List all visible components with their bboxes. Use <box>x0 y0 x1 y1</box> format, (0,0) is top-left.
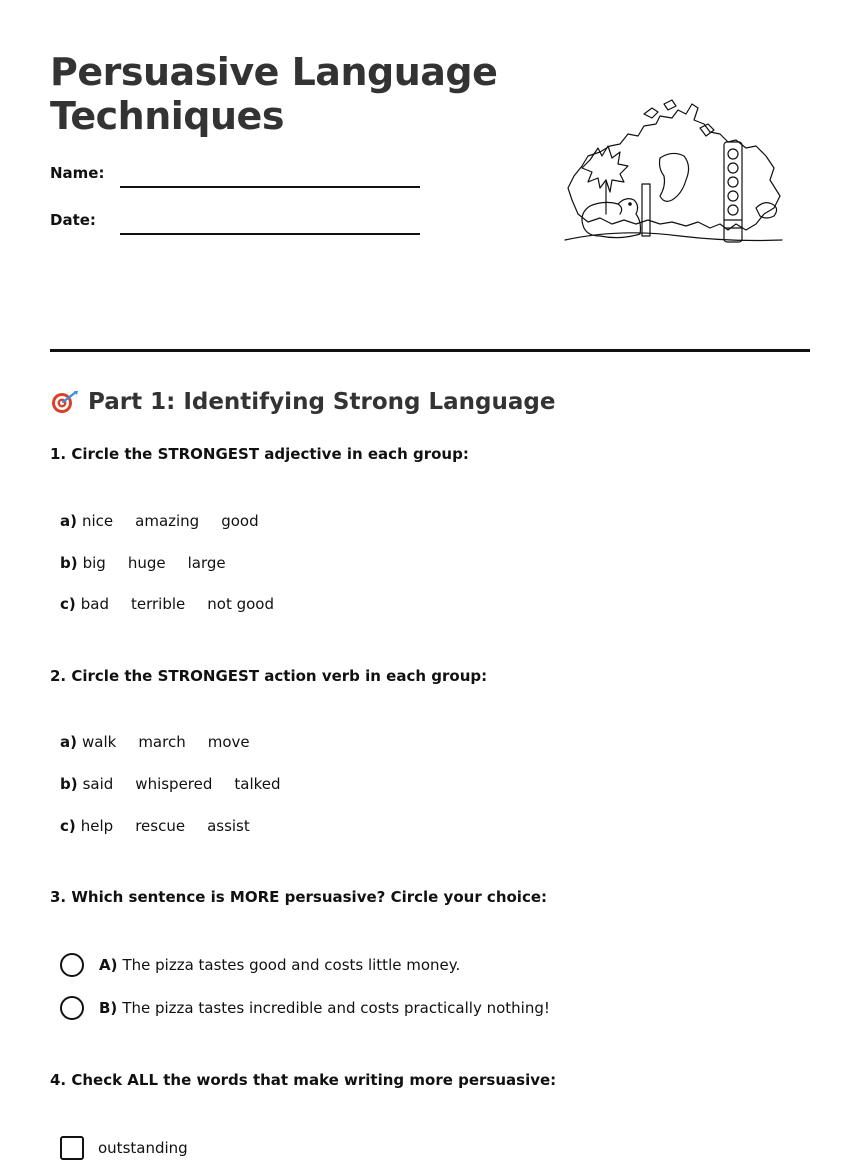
option-letter: A) <box>99 956 118 974</box>
group-letter: b) <box>60 554 78 572</box>
word-option[interactable]: big <box>82 554 106 572</box>
question-2: 2. Circle the STRONGEST action verb in each group: <box>50 667 488 685</box>
word-option[interactable]: walk <box>81 733 117 751</box>
section-divider <box>50 349 810 352</box>
radio-button[interactable] <box>60 953 84 977</box>
question-1: 1. Circle the STRONGEST adjective in each group: <box>50 445 469 463</box>
option-text: The pizza tastes good and costs little money. <box>122 956 461 974</box>
checkbox[interactable] <box>60 1136 84 1160</box>
name-line[interactable] <box>120 186 420 188</box>
date-line[interactable] <box>120 233 420 235</box>
word-option[interactable]: huge <box>127 554 166 572</box>
question-3: 3. Which sentence is MORE persuasive? Circle your choice: <box>50 888 548 906</box>
date-label: Date: <box>50 211 96 229</box>
q2-group-c <box>60 817 250 835</box>
part1-heading <box>50 389 555 415</box>
q1-group-b <box>60 554 226 572</box>
group-letter: c) <box>60 817 76 835</box>
word-option[interactable]: large <box>187 554 226 572</box>
word-option[interactable]: move <box>207 733 250 751</box>
word-option[interactable]: talked <box>234 775 281 793</box>
q2-group-a <box>60 733 250 751</box>
word-option[interactable]: amazing <box>135 512 200 530</box>
word-option[interactable]: assist <box>207 817 250 835</box>
word-option[interactable]: nice <box>81 512 114 530</box>
question-4: 4. Check ALL the words that make writing more persuasive: <box>50 1071 557 1089</box>
q2-group-b <box>60 775 281 793</box>
word-option[interactable]: help <box>80 817 114 835</box>
q1-group-a <box>60 512 259 530</box>
name-label: Name: <box>50 164 105 182</box>
group-letter: a) <box>60 733 77 751</box>
group-letter: b) <box>60 775 78 793</box>
option-text: The pizza tastes incredible and costs practically nothing! <box>122 999 550 1017</box>
option-letter: B) <box>99 999 118 1017</box>
q3-option-b[interactable] <box>60 996 550 1020</box>
word-option[interactable]: terrible <box>131 595 186 613</box>
word-option[interactable]: bad <box>80 595 109 613</box>
word-option[interactable]: rescue <box>135 817 186 835</box>
q1-group-c <box>60 595 274 613</box>
name-field-row <box>50 164 420 182</box>
target-dart-icon <box>50 389 80 415</box>
group-letter: a) <box>60 512 77 530</box>
date-field-row <box>50 211 420 229</box>
page-title: Persuasive Language Techniques <box>50 50 498 138</box>
q4-item-outstanding[interactable] <box>60 1136 188 1160</box>
word-option[interactable]: march <box>138 733 186 751</box>
radio-button[interactable] <box>60 996 84 1020</box>
word-option[interactable]: whispered <box>135 775 213 793</box>
checkbox-label: outstanding <box>98 1139 188 1157</box>
q3-option-a[interactable] <box>60 953 460 977</box>
group-letter: c) <box>60 595 76 613</box>
word-option[interactable]: good <box>221 512 259 530</box>
part1-heading-text: Part 1: Identifying Strong Language <box>88 389 556 415</box>
canada-map-illustration <box>560 96 788 248</box>
word-option[interactable]: said <box>82 775 114 793</box>
word-option[interactable]: not good <box>207 595 274 613</box>
